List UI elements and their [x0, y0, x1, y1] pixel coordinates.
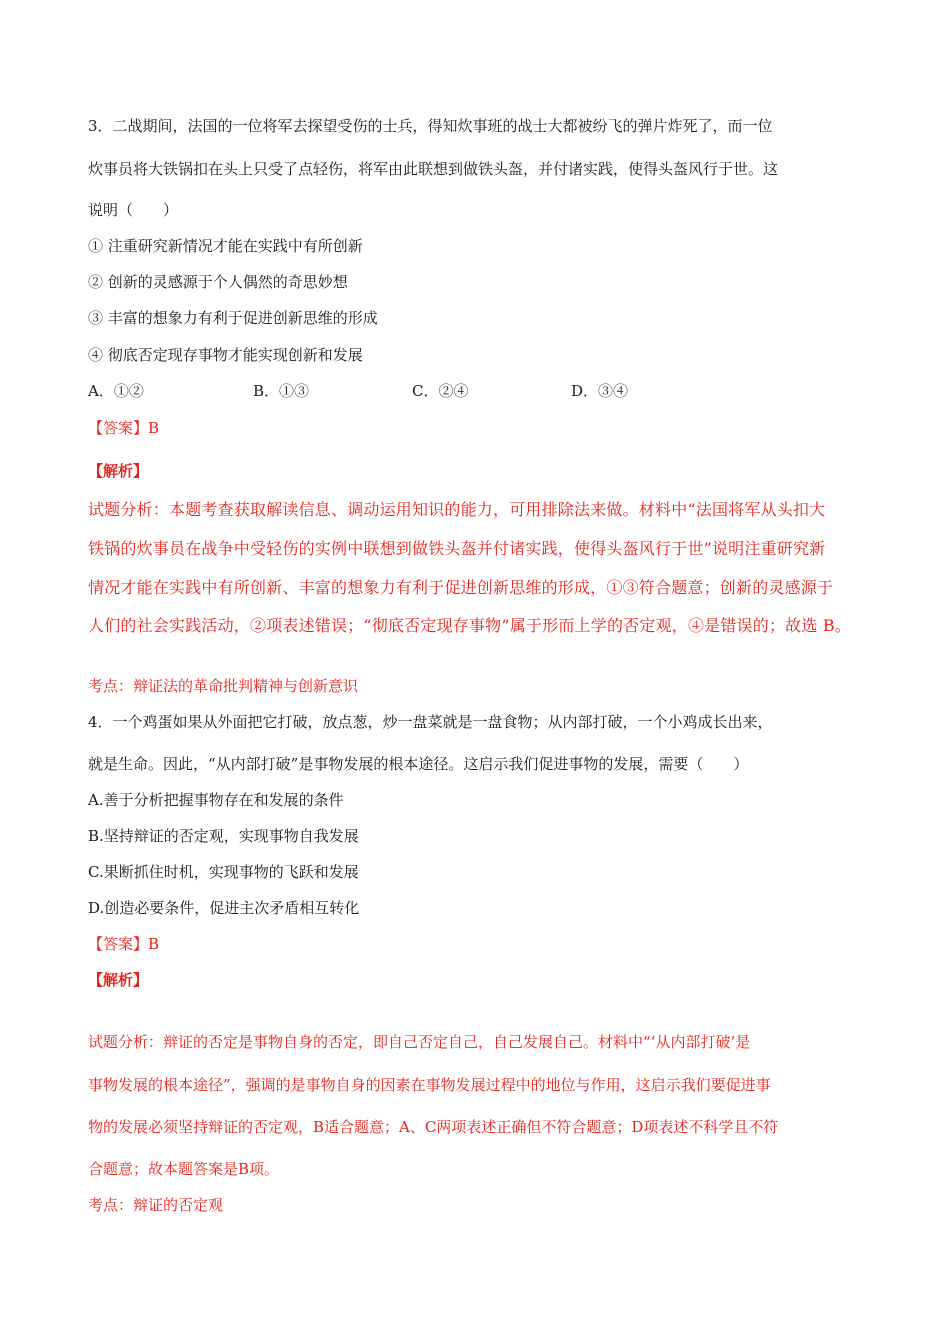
q3-kaodian: 考点：辩证法的革命批判精神与创新意识: [88, 677, 359, 695]
q3-item-2: ② 创新的灵感源于个人偶然的奇思妙想: [88, 273, 348, 291]
q4-kaodian: 考点：辩证的否定观: [88, 1196, 224, 1214]
q4-analysis-line-3: 物的发展必须坚持辩证的否定观，B适合题意；A、C两项表述正确但不符合题意；D项表述不科学且不符: [88, 1118, 779, 1136]
q3-analysis-line-2: 铁锅的炊事员在战争中受轻伤的实例中联想到做铁头盔并付诸实践，使得头盔风行于世”说明注重研究新: [88, 539, 826, 558]
q3-item-4: ④ 彻底否定现存事物才能实现创新和发展: [88, 346, 363, 364]
q4-stem-line-1: 4．一个鸡蛋如果从外面把它打破，放点葱，炒一盘菜就是一盘食物；从内部打破，一个小鸡成长出来，: [88, 713, 773, 731]
q4-analysis-line-4: 合题意；故本题答案是B项。: [88, 1160, 280, 1178]
q3-item-1: ① 注重研究新情况才能在实践中有所创新: [88, 237, 363, 255]
q3-item-3: ③ 丰富的想象力有利于促进创新思维的形成: [88, 309, 378, 327]
q4-option-b: B.坚持辩证的否定观，实现事物自我发展: [88, 827, 359, 845]
q3-choice-b: B．①③: [253, 382, 310, 400]
q4-option-c: C.果断抓住时机，实现事物的飞跃和发展: [88, 863, 359, 881]
q3-choice-d: D．③④: [571, 382, 629, 400]
q4-analysis-heading: 【解析】: [88, 971, 149, 989]
q3-choice-c: C．②④: [412, 382, 469, 400]
q3-analysis-line-4: 人们的社会实践活动，②项表述错误；“彻底否定现存事物”属于形而上学的否定观，④是错误的；故选 B。: [88, 616, 852, 635]
q4-answer: 【答案】B: [88, 935, 160, 953]
q3-answer: 【答案】B: [88, 419, 160, 437]
q3-stem-line-2: 炊事员将大铁锅扣在头上只受了点轻伤，将军由此联想到做铁头盔，并付诸实践，使得头盔风行于世。这: [88, 160, 779, 178]
q4-analysis-line-1: 试题分析：辩证的否定是事物自身的否定，即自己否定自己，自己发展自己。材料中“‘从内部打破’是: [88, 1033, 751, 1051]
q3-stem-line-3: 说明（ ）: [88, 201, 179, 219]
q3-analysis-line-1: 试题分析：本题考查获取解读信息、调动运用知识的能力，可用排除法来做。材料中“法国将军从头扣大: [88, 500, 826, 519]
q3-analysis-line-3: 情况才能在实践中有所创新、丰富的想象力有利于促进创新思维的形成，①③符合题意；创新的灵感源于: [88, 578, 834, 597]
q3-analysis-heading: 【解析】: [88, 462, 149, 480]
q4-option-d: D.创造必要条件，促进主次矛盾相互转化: [88, 899, 360, 917]
q4-stem-line-2: 就是生命。因此，“从内部打破”是事物发展的根本途径。这启示我们促进事物的发展，需要（ ）: [88, 755, 749, 773]
q3-choice-a: A．①②: [88, 382, 144, 400]
q4-analysis-line-2: 事物发展的根本途径”，强调的是事物自身的因素在事物发展过程中的地位与作用，这启示我们要促进事: [88, 1076, 771, 1094]
q3-stem-line-1: 3．二战期间，法国的一位将军去探望受伤的士兵，得知炊事班的战士大都被纷飞的弹片炸死了，而一位: [88, 117, 773, 135]
q4-option-a: A.善于分析把握事物存在和发展的条件: [88, 791, 344, 809]
